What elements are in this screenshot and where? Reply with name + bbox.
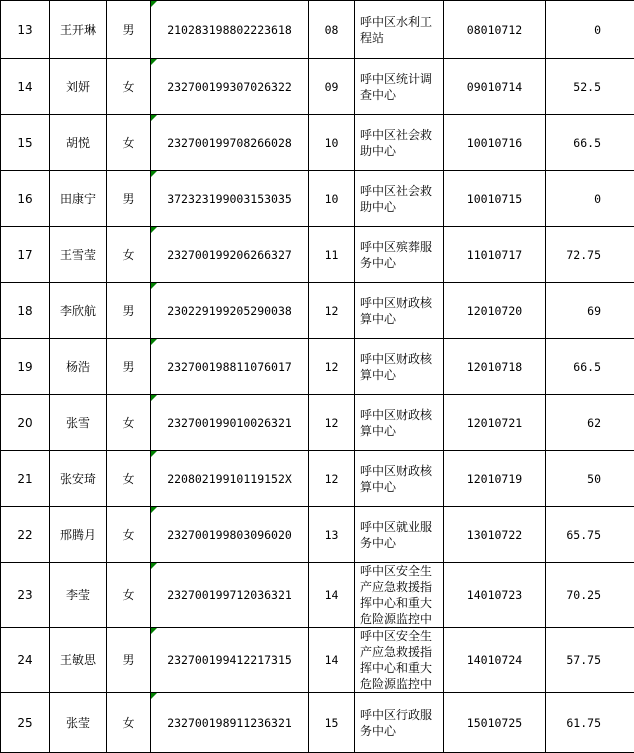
cell-gender: 女 [107, 227, 151, 283]
table-row [1, 227, 634, 283]
cell-no: 15 [1, 115, 50, 171]
cell-name: 张莹 [50, 693, 107, 753]
cell-id-number: 232700199412217315 [151, 628, 309, 693]
cell-gender: 男 [107, 171, 151, 227]
cell-id-number: 22080219910119152X [151, 451, 309, 507]
cell-no: 17 [1, 227, 50, 283]
cell-id-number: 210283198802223618 [151, 1, 309, 59]
cell-score: 62 [546, 395, 634, 451]
cell-exam-number: 08010712 [444, 1, 546, 59]
table-row [1, 171, 634, 227]
cell-no: 19 [1, 339, 50, 395]
cell-no: 18 [1, 283, 50, 339]
cell-id-number: 232700198811076017 [151, 339, 309, 395]
cell-gender: 女 [107, 693, 151, 753]
cell-gender: 女 [107, 59, 151, 115]
cell-exam-number: 12010718 [444, 339, 546, 395]
cell-gender: 男 [107, 1, 151, 59]
cell-no: 25 [1, 693, 50, 753]
cell-unit: 呼中区安全生产应急救援指挥中心和重大危险源监控中 [355, 563, 444, 628]
cell-name: 张雪 [50, 395, 107, 451]
cell-position-code: 10 [309, 115, 355, 171]
cell-score: 65.75 [546, 507, 634, 563]
cell-score: 61.75 [546, 693, 634, 753]
cell-id-number: 232700199206266327 [151, 227, 309, 283]
cell-exam-number: 11010717 [444, 227, 546, 283]
cell-name: 王开琳 [50, 1, 107, 59]
cell-score: 52.5 [546, 59, 634, 115]
table-row [1, 1, 634, 59]
cell-exam-number: 12010721 [444, 395, 546, 451]
cell-score: 0 [546, 171, 634, 227]
cell-unit: 呼中区就业服务中心 [355, 507, 444, 563]
cell-name: 李莹 [50, 563, 107, 628]
cell-unit: 呼中区安全生产应急救援指挥中心和重大危险源监控中 [355, 628, 444, 693]
cell-score: 66.5 [546, 115, 634, 171]
cell-position-code: 08 [309, 1, 355, 59]
cell-name: 李欣航 [50, 283, 107, 339]
table-row [1, 115, 634, 171]
cell-exam-number: 10010715 [444, 171, 546, 227]
cell-gender: 女 [107, 507, 151, 563]
cell-exam-number: 14010723 [444, 563, 546, 628]
cell-position-code: 12 [309, 339, 355, 395]
cell-unit: 呼中区统计调查中心 [355, 59, 444, 115]
cell-position-code: 14 [309, 563, 355, 628]
cell-name: 胡悦 [50, 115, 107, 171]
cell-exam-number: 12010720 [444, 283, 546, 339]
cell-position-code: 10 [309, 171, 355, 227]
cell-gender: 女 [107, 563, 151, 628]
cell-gender: 男 [107, 339, 151, 395]
cell-unit: 呼中区财政核算中心 [355, 451, 444, 507]
cell-score: 70.25 [546, 563, 634, 628]
cell-no: 20 [1, 395, 50, 451]
cell-id-number: 232700199803096020 [151, 507, 309, 563]
cell-unit: 呼中区社会救助中心 [355, 115, 444, 171]
cell-gender: 男 [107, 283, 151, 339]
table-body [1, 1, 634, 753]
table-row [1, 395, 634, 451]
cell-id-number: 232700199307026322 [151, 59, 309, 115]
cell-exam-number: 14010724 [444, 628, 546, 693]
table-row [1, 283, 634, 339]
cell-position-code: 12 [309, 451, 355, 507]
table-row [1, 507, 634, 563]
cell-score: 0 [546, 1, 634, 59]
cell-unit: 呼中区殡葬服务中心 [355, 227, 444, 283]
cell-unit: 呼中区财政核算中心 [355, 283, 444, 339]
cell-gender: 女 [107, 115, 151, 171]
cell-no: 16 [1, 171, 50, 227]
cell-exam-number: 10010716 [444, 115, 546, 171]
cell-no: 23 [1, 563, 50, 628]
cell-name: 刘妍 [50, 59, 107, 115]
cell-unit: 呼中区财政核算中心 [355, 395, 444, 451]
cell-position-code: 14 [309, 628, 355, 693]
cell-score: 66.5 [546, 339, 634, 395]
cell-no: 24 [1, 628, 50, 693]
cell-score: 69 [546, 283, 634, 339]
cell-id-number: 232700199010026321 [151, 395, 309, 451]
cell-id-number: 372323199003153035 [151, 171, 309, 227]
cell-score: 57.75 [546, 628, 634, 693]
cell-name: 邢腾月 [50, 507, 107, 563]
cell-exam-number: 15010725 [444, 693, 546, 753]
cell-name: 田康宁 [50, 171, 107, 227]
cell-name: 杨浩 [50, 339, 107, 395]
cell-position-code: 12 [309, 283, 355, 339]
cell-unit: 呼中区行政服务中心 [355, 693, 444, 753]
cell-no: 21 [1, 451, 50, 507]
cell-position-code: 15 [309, 693, 355, 753]
cell-no: 22 [1, 507, 50, 563]
cell-id-number: 232700198911236321 [151, 693, 309, 753]
cell-position-code: 09 [309, 59, 355, 115]
cell-unit: 呼中区社会救助中心 [355, 171, 444, 227]
table-row [1, 59, 634, 115]
cell-unit: 呼中区水利工程站 [355, 1, 444, 59]
table-row [1, 628, 634, 693]
cell-exam-number: 13010722 [444, 507, 546, 563]
cell-id-number: 232700199712036321 [151, 563, 309, 628]
cell-id-number: 230229199205290038 [151, 283, 309, 339]
cell-name: 王敏思 [50, 628, 107, 693]
cell-position-code: 11 [309, 227, 355, 283]
cell-exam-number: 09010714 [444, 59, 546, 115]
table-row [1, 451, 634, 507]
cell-score: 72.75 [546, 227, 634, 283]
cell-position-code: 13 [309, 507, 355, 563]
table-row [1, 339, 634, 395]
cell-position-code: 12 [309, 395, 355, 451]
cell-name: 王雪莹 [50, 227, 107, 283]
table-row [1, 563, 634, 628]
cell-id-number: 232700199708266028 [151, 115, 309, 171]
cell-no: 13 [1, 1, 50, 59]
cell-score: 50 [546, 451, 634, 507]
cell-gender: 女 [107, 395, 151, 451]
cell-gender: 女 [107, 451, 151, 507]
cell-exam-number: 12010719 [444, 451, 546, 507]
cell-unit: 呼中区财政核算中心 [355, 339, 444, 395]
cell-name: 张安琦 [50, 451, 107, 507]
cell-no: 14 [1, 59, 50, 115]
table-row [1, 693, 634, 753]
cell-gender: 男 [107, 628, 151, 693]
